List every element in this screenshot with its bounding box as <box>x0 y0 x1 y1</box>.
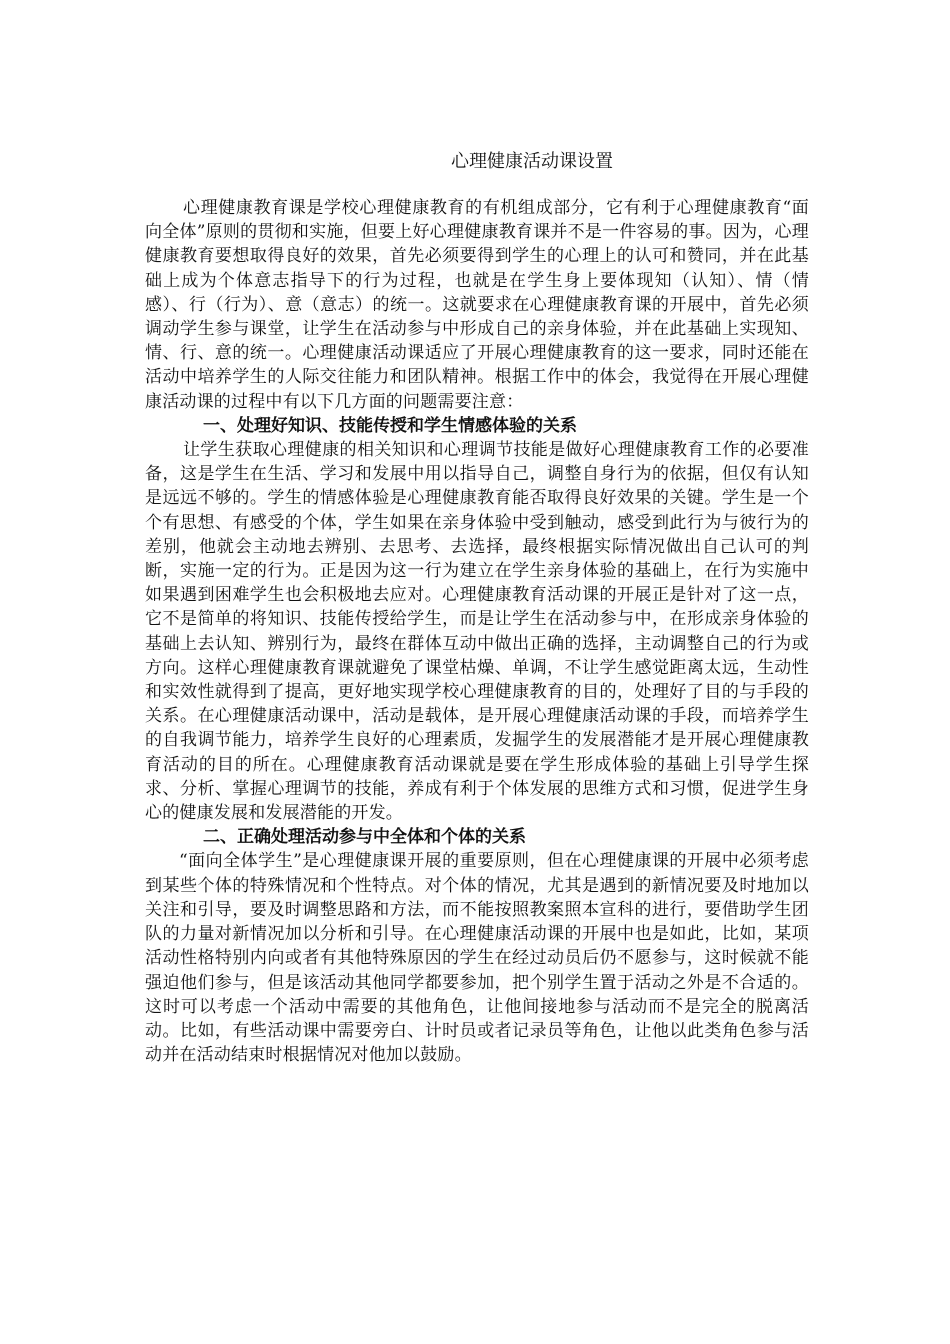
document-title: 心理健康活动课设置 <box>451 151 613 172</box>
section-2-paragraph: “面向全体学生”是心理健康课开展的重要原则，但在心理健康课的开展中必须考虑到某些个体的特殊情况和个性特点。对个体的情况，尤其是遇到的新情况要及时地加以关注和引导，要及时调整思路和方法，而不能按照教案照本宣科的进行，要借助学生团队的力量对新情况加以分析和引导。在心理健康活动课的开展中也是如此，比如，某项活动性格特别内向或者有其他特殊原因的学生在经过动员后仍不愿参与，这时候就不能强迫他们参与，但是该活动其他同学都要参加，把个别学生置于活动之外是不合适的。这时可以考虑一个活动中需要的其他角色，让他间接地参与活动而不是完全的脱离活动。比如，有些活动课中需要旁白、计时员或者记录员等角色，让他以此类角色参与活动并在活动结束时根据情况对他加以鼓励。 <box>145 851 809 1066</box>
intro-paragraph: 心理健康教育课是学校心理健康教育的有机组成部分，它有利于心理健康教育“面向全体”原则的贯彻和实施，但要上好心理健康教育课并不是一件容易的事。因为，心理健康教育要想取得良好的效果，首先必须要得到学生的心理上的认可和赞同，并在此基础上成为个体意志指导下的行为过程，也就是在学生身上要体现知（认知）、情（情感）、行（行为）、意（意志）的统一。这就要求在心理健康教育课的开展中，首先必须调动学生参与课堂，让学生在活动参与中形成自己的亲身体验，并在此基础上实现知、情、行、意的统一。心理健康活动课适应了开展心理健康教育的这一要求，同时还能在活动中培养学生的人际交往能力和团队精神。根据工作中的体会，我觉得在开展心理健康活动课的过程中有以下几方面的问题需要注意： <box>145 198 809 412</box>
section-1-heading: 一、处理好知识、技能传授和学生情感体验的关系 <box>203 415 577 436</box>
section-2-heading: 二、正确处理活动参与中全体和个体的关系 <box>203 827 526 848</box>
document-page <box>145 150 809 1067</box>
section-1-paragraph: 让学生获取心理健康的相关知识和心理调节技能是做好心理健康教育工作的必要准备，这是学生在生活、学习和发展中用以指导自己，调整自身行为的依据，但仅有认知是远远不够的。学生的情感体验是心理健康教育能否取得良好效果的关键。学生是一个个有思想、有感受的个体，学生如果在亲身体验中受到触动，感受到此行为与彼行为的差别，他就会主动地去辨别、去思考、去选择，最终根据实际情况做出自己认可的判断，实施一定的行为。正是因为这一行为建立在学生亲身体验的基础上，在行为实施中如果遇到困难学生也会积极地去应对。心理健康教育活动课的开展正是针对了这一点，它不是简单的将知识、技能传授给学生，而是让学生在活动参与中，在形成亲身体验的基础上去认知、辨别行为，最终在群体互动中做出正确的选择，主动调整自己的行为或方向。这样心理健康教育课就避免了课堂枯燥、单调，不让学生感觉距离太远，生动性和实效性就得到了提高，更好地实现学校心理健康教育的目的，处理好了目的与手段的关系。在心理健康活动课中，活动是载体，是开展心理健康活动课的手段，而培养学生的自我调节能力，培养学生良好的心理素质，发掘学生的发展潜能才是开展心理健康教育活动的目的所在。心理健康教育活动课就是要在学生形成体验的基础上引导学生探求、分析、掌握心理调节的技能，养成有利于个体发展的思维方式和习惯，促进学生身心的健康发展和发展潜能的开发。 <box>145 440 809 824</box>
